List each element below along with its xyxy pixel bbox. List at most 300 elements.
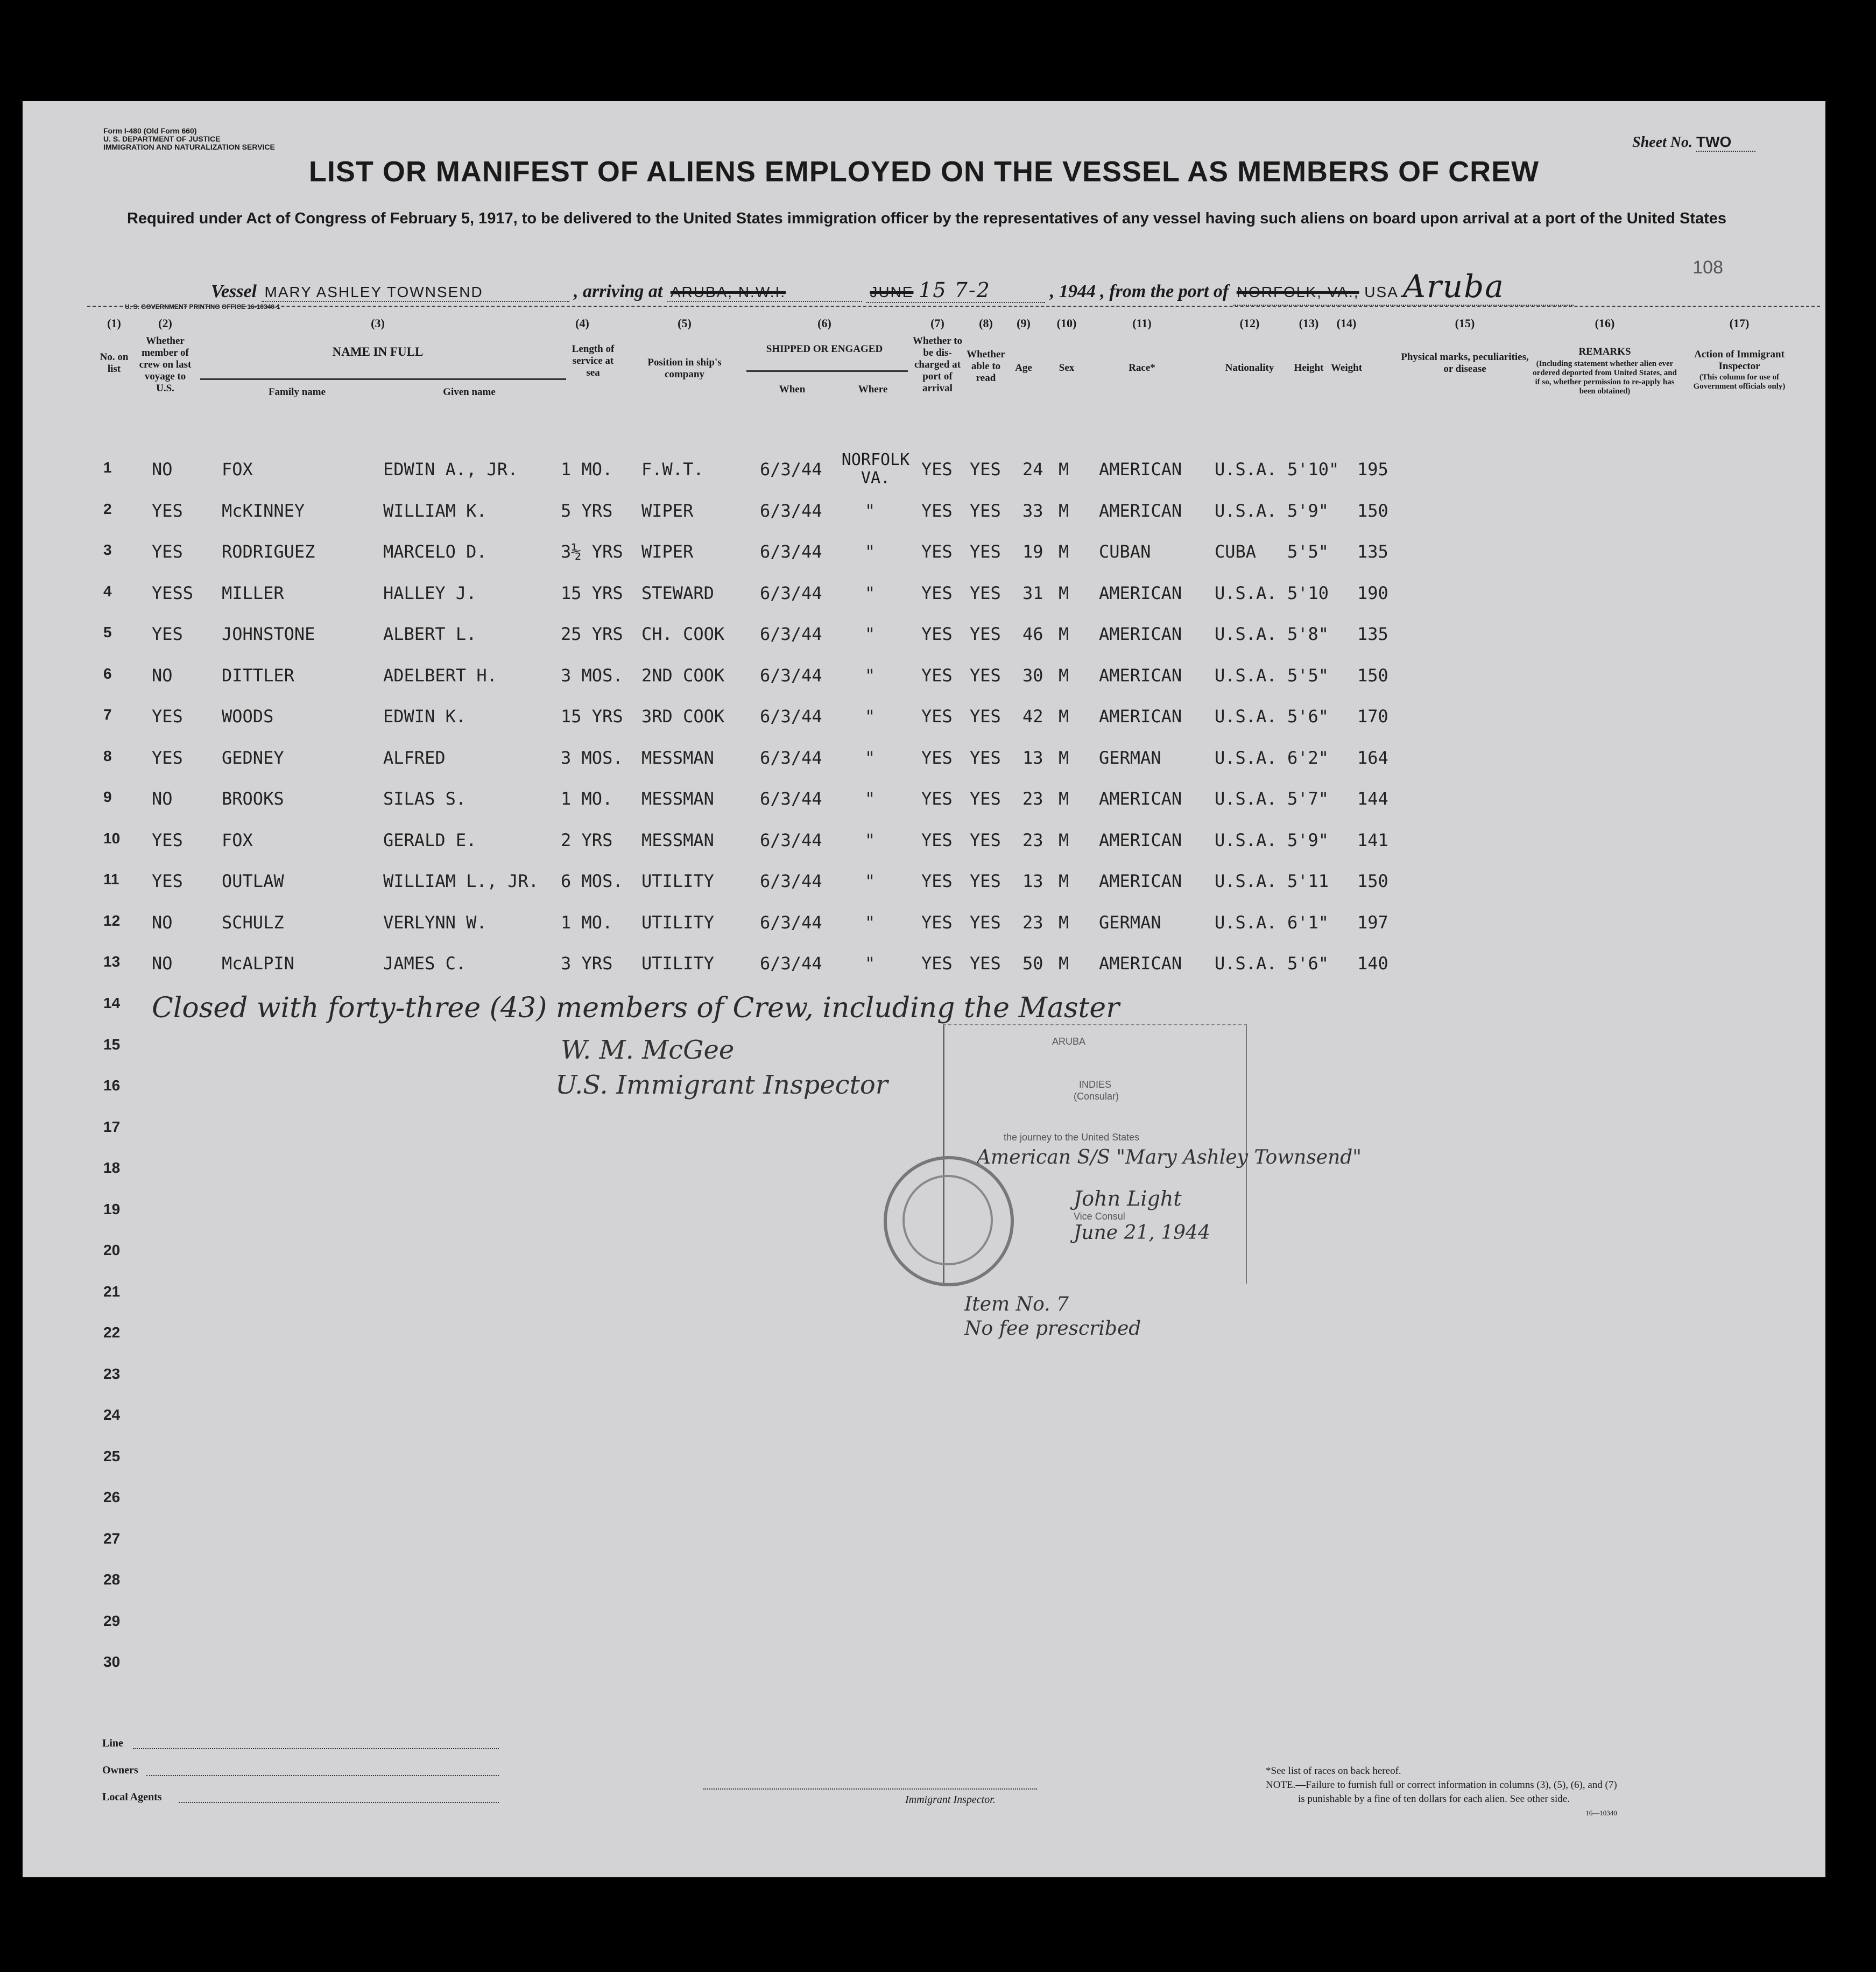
line-number: 1 bbox=[103, 459, 112, 476]
header-height: Height bbox=[1294, 362, 1324, 374]
discharged-value: YES bbox=[921, 953, 953, 974]
header-given-name: Given name bbox=[443, 386, 496, 398]
nationality-value: U.S.A. bbox=[1215, 624, 1277, 644]
given-name: GERALD E. bbox=[383, 829, 477, 850]
member-value: NO bbox=[152, 912, 173, 933]
member-value: YES bbox=[152, 624, 183, 644]
height-value: 5'11 bbox=[1287, 871, 1329, 891]
line-number: 11 bbox=[103, 871, 119, 888]
col-num: (16) bbox=[1595, 316, 1615, 330]
when-value: 6/3/44 bbox=[760, 582, 822, 603]
family-name: FOX bbox=[222, 829, 253, 850]
member-value: NO bbox=[152, 953, 173, 974]
weight-value: 140 bbox=[1357, 953, 1388, 974]
age-value: 30 bbox=[1022, 665, 1043, 686]
where-value: " bbox=[865, 953, 876, 974]
header-weight: Weight bbox=[1330, 362, 1363, 374]
position-value: UTILITY bbox=[641, 953, 714, 974]
header-action: Action of Immigrant Inspector bbox=[1694, 349, 1785, 372]
member-value: NO bbox=[152, 665, 173, 686]
position-value: CH. COOK bbox=[641, 624, 725, 644]
vessel-line bbox=[211, 268, 1574, 306]
weight-value: 195 bbox=[1357, 459, 1388, 480]
line-number: 6 bbox=[103, 665, 112, 682]
table-row bbox=[23, 953, 1825, 991]
family-name: WOODS bbox=[222, 706, 274, 727]
line-number: 5 bbox=[103, 624, 112, 640]
nationality-value: U.S.A. bbox=[1215, 706, 1277, 727]
col-num: (1) bbox=[107, 316, 121, 330]
position-value: STEWARD bbox=[641, 582, 714, 603]
where-first-line1: NORFOLK bbox=[841, 450, 910, 469]
given-name: EDWIN A., JR. bbox=[383, 459, 518, 480]
stamped-number: 108 bbox=[1692, 257, 1723, 278]
discharged-value: YES bbox=[921, 871, 953, 891]
from-port-usa: USA bbox=[1364, 284, 1398, 300]
header-when: When bbox=[779, 384, 806, 395]
position-value: 3RD COOK bbox=[641, 706, 725, 727]
agents-field[interactable] bbox=[179, 1802, 499, 1803]
inspector-label: Immigrant Inspector. bbox=[905, 1794, 996, 1806]
able-read-value: YES bbox=[970, 582, 1001, 603]
weight-value: 164 bbox=[1357, 747, 1388, 768]
sex-value: M bbox=[1059, 706, 1069, 727]
header-physical-marks: Physical marks, peculiarities, or disease bbox=[1401, 351, 1529, 375]
nationality-value: U.S.A. bbox=[1215, 829, 1277, 850]
sheet-label: Sheet No. bbox=[1632, 134, 1692, 151]
when-value: 6/3/44 bbox=[760, 665, 822, 686]
arrival-date-hand: 15 7-2 bbox=[919, 278, 991, 302]
race-value: GERMAN bbox=[1099, 747, 1161, 768]
header-remarks-sub: (Including statement whether alien ever ordered deported from United States, and if so, whether permission to re-apply has been obtained) bbox=[1533, 360, 1677, 396]
able-read-value: YES bbox=[970, 912, 1001, 933]
table-row bbox=[23, 459, 1825, 497]
discharged-value: YES bbox=[921, 706, 953, 727]
footnote-fine: is punishable by a fine of ten dollars for each alien. See other side. bbox=[1298, 1793, 1570, 1805]
position-value: MESSMAN bbox=[641, 829, 714, 850]
sex-value: M bbox=[1059, 788, 1069, 809]
stamp-line2: INDIES bbox=[1079, 1079, 1112, 1090]
header-rule bbox=[87, 306, 1820, 307]
age-value: 31 bbox=[1022, 582, 1043, 603]
position-value: MESSMAN bbox=[641, 747, 714, 768]
discharged-value: YES bbox=[921, 912, 953, 933]
table-row bbox=[23, 912, 1825, 950]
col-num: (3) bbox=[371, 316, 385, 330]
member-value: YES bbox=[152, 871, 183, 891]
line-number: 4 bbox=[103, 582, 112, 600]
given-name: SILAS S. bbox=[383, 788, 467, 809]
line-number: 16 bbox=[103, 1077, 121, 1094]
stamp-signer: John Light bbox=[1074, 1187, 1182, 1210]
line-number: 18 bbox=[103, 1159, 121, 1176]
length-service: 1 MO. bbox=[561, 912, 613, 933]
length-service: 25 YRS bbox=[561, 624, 623, 644]
form-number: Form I-480 (Old Form 660) bbox=[103, 126, 197, 135]
line-number: 8 bbox=[103, 747, 112, 764]
able-read-value: YES bbox=[970, 788, 1001, 809]
sheet-number bbox=[1632, 133, 1755, 152]
age-value: 42 bbox=[1022, 706, 1043, 727]
height-value: 5'8" bbox=[1287, 624, 1329, 644]
vessel-name: MARY ASHLEY TOWNSEND bbox=[262, 284, 569, 302]
able-read-value: YES bbox=[970, 871, 1001, 891]
where-value: " bbox=[865, 665, 876, 686]
discharged-value: YES bbox=[921, 500, 953, 521]
length-service: 15 YRS bbox=[561, 706, 623, 727]
height-value: 5'10 bbox=[1287, 582, 1329, 603]
race-value: AMERICAN bbox=[1099, 459, 1182, 480]
given-name: MARCELO D. bbox=[383, 541, 487, 562]
line-field[interactable] bbox=[133, 1748, 499, 1749]
member-value: NO bbox=[152, 459, 173, 480]
age-value: 23 bbox=[1022, 788, 1043, 809]
footnote-note: NOTE.—Failure to furnish full or correct information in columns (3), (5), (6), and (7) bbox=[1266, 1779, 1617, 1791]
when-value: 6/3/44 bbox=[760, 706, 822, 727]
discharged-value: YES bbox=[921, 459, 953, 480]
family-name: JOHNSTONE bbox=[222, 624, 315, 644]
age-value: 13 bbox=[1022, 747, 1043, 768]
when-value: 6/3/44 bbox=[760, 829, 822, 850]
nationality-value: U.S.A. bbox=[1215, 582, 1277, 603]
stamp-line4: the journey to the United States bbox=[1004, 1132, 1140, 1143]
footnote-races: *See list of races on back hereof. bbox=[1266, 1765, 1401, 1777]
family-name: MILLER bbox=[222, 582, 284, 603]
member-value: YES bbox=[152, 829, 183, 850]
sex-value: M bbox=[1059, 500, 1069, 521]
position-value: 2ND COOK bbox=[641, 665, 725, 686]
line-number: 14 bbox=[103, 995, 121, 1011]
race-value: AMERICAN bbox=[1099, 788, 1182, 809]
given-name: ADELBERT H. bbox=[383, 665, 497, 686]
line-number: 17 bbox=[103, 1118, 121, 1135]
discharged-value: YES bbox=[921, 541, 953, 562]
consular-seal-inner bbox=[902, 1175, 993, 1265]
length-service: 5 YRS bbox=[561, 500, 613, 521]
table-row bbox=[23, 624, 1825, 661]
header-position: Position in ship's company bbox=[647, 357, 722, 380]
age-value: 23 bbox=[1022, 829, 1043, 850]
discharged-value: YES bbox=[921, 582, 953, 603]
arrival-year: , 1944 bbox=[1049, 281, 1096, 301]
given-name: HALLEY J. bbox=[383, 582, 477, 603]
shipped-rule bbox=[746, 370, 908, 372]
length-service: 1 MO. bbox=[561, 459, 613, 480]
age-value: 33 bbox=[1022, 500, 1043, 521]
header-remarks: REMARKS bbox=[1578, 346, 1631, 357]
length-service: 3 YRS bbox=[561, 953, 613, 974]
sex-value: M bbox=[1059, 624, 1069, 644]
given-name: ALFRED bbox=[383, 747, 446, 768]
col-num: (8) bbox=[979, 316, 993, 330]
given-name: JAMES C. bbox=[383, 953, 467, 974]
family-name: OUTLAW bbox=[222, 871, 284, 891]
col-num: (12) bbox=[1239, 316, 1260, 330]
race-value: GERMAN bbox=[1099, 912, 1161, 933]
where-value: " bbox=[865, 500, 876, 521]
age-value: 46 bbox=[1022, 624, 1043, 644]
line-number: 26 bbox=[103, 1489, 121, 1505]
inspector-title-hand: U.S. Immigrant Inspector bbox=[555, 1070, 888, 1100]
form-identifier bbox=[103, 127, 275, 151]
where-value: " bbox=[865, 541, 876, 562]
length-service: 3 MOS. bbox=[561, 747, 623, 768]
family-name: McALPIN bbox=[222, 953, 294, 974]
sheet-value: TWO bbox=[1696, 133, 1755, 152]
line-number: 19 bbox=[103, 1200, 121, 1217]
position-value: UTILITY bbox=[641, 871, 714, 891]
stamp-line3: (Consular) bbox=[1074, 1091, 1119, 1102]
length-service: 3½ YRS bbox=[561, 541, 623, 562]
weight-value: 135 bbox=[1357, 624, 1388, 644]
weight-value: 150 bbox=[1357, 665, 1388, 686]
header-where: Where bbox=[858, 384, 888, 395]
nationality-value: U.S.A. bbox=[1215, 665, 1277, 686]
col-num: (11) bbox=[1132, 316, 1152, 330]
col-num: (13) bbox=[1299, 316, 1319, 330]
table-row bbox=[23, 788, 1825, 826]
family-name: BROOKS bbox=[222, 788, 284, 809]
col-num: (6) bbox=[817, 316, 831, 330]
stamp-vessel: American S/S "Mary Ashley Townsend" bbox=[977, 1146, 1362, 1168]
family-name: FOX bbox=[222, 459, 253, 480]
nationality-value: U.S.A. bbox=[1215, 912, 1277, 933]
sex-value: M bbox=[1059, 871, 1069, 891]
table-row bbox=[23, 541, 1825, 579]
sex-value: M bbox=[1059, 953, 1069, 974]
position-value: MESSMAN bbox=[641, 788, 714, 809]
sex-value: M bbox=[1059, 582, 1069, 603]
table-row bbox=[23, 706, 1825, 744]
race-value: AMERICAN bbox=[1099, 582, 1182, 603]
given-name: ALBERT L. bbox=[383, 624, 477, 644]
family-name: RODRIGUEZ bbox=[222, 541, 315, 562]
height-value: 5'5" bbox=[1287, 665, 1329, 686]
header-length-service: Length of service at sea bbox=[572, 343, 615, 378]
table-row bbox=[23, 583, 1825, 621]
owners-label: Owners bbox=[102, 1764, 138, 1776]
nationality-value: U.S.A. bbox=[1215, 953, 1277, 974]
given-name: WILLIAM K. bbox=[383, 500, 487, 521]
given-name: EDWIN K. bbox=[383, 706, 467, 727]
member-value: NO bbox=[152, 788, 173, 809]
given-name: VERLYNN W. bbox=[383, 912, 487, 933]
stamp-date: June 21, 1944 bbox=[1074, 1222, 1210, 1244]
able-read-value: YES bbox=[970, 624, 1001, 644]
arriving-port-struck: ARUBA, N.W.I. bbox=[670, 284, 786, 300]
position-value: WIPER bbox=[641, 500, 694, 521]
manifest-sheet bbox=[23, 101, 1825, 1877]
height-value: 5'9" bbox=[1287, 829, 1329, 850]
where-value: " bbox=[865, 624, 876, 644]
line-label: Line bbox=[102, 1737, 123, 1749]
weight-value: 141 bbox=[1357, 829, 1388, 850]
where-value: " bbox=[865, 788, 876, 809]
height-value: 6'2" bbox=[1287, 747, 1329, 768]
header-name-in-full: NAME IN FULL bbox=[332, 345, 424, 358]
age-value: 13 bbox=[1022, 871, 1043, 891]
when-value: 6/3/44 bbox=[760, 788, 822, 809]
header-discharged: Whether to be dis-charged at port of arrival bbox=[913, 335, 962, 394]
length-service: 1 MO. bbox=[561, 788, 613, 809]
col-num: (14) bbox=[1336, 316, 1357, 330]
when-value: 6/3/44 bbox=[760, 624, 822, 644]
header-age: Age bbox=[1015, 362, 1032, 374]
given-name: WILLIAM L., JR. bbox=[383, 871, 539, 891]
col-num: (5) bbox=[678, 316, 692, 330]
line-number: 29 bbox=[103, 1612, 121, 1629]
line-number: 3 bbox=[103, 541, 112, 558]
vessel-label: Vessel bbox=[211, 281, 257, 301]
sex-value: M bbox=[1059, 829, 1069, 850]
discharged-value: YES bbox=[921, 788, 953, 809]
family-name: DITTLER bbox=[222, 665, 294, 686]
position-value: UTILITY bbox=[641, 912, 714, 933]
col-num: (17) bbox=[1729, 316, 1750, 330]
line-number: 20 bbox=[103, 1242, 121, 1258]
height-value: 6'1" bbox=[1287, 912, 1329, 933]
form-code: 16—10340 bbox=[1585, 1809, 1617, 1817]
race-value: AMERICAN bbox=[1099, 500, 1182, 521]
closing-note: Closed with forty-three (43) members of Crew, including the Master bbox=[152, 992, 1120, 1024]
from-port-struck: NORFOLK, VA., bbox=[1236, 284, 1359, 300]
when-value: 6/3/44 bbox=[760, 747, 822, 768]
member-value: YES bbox=[152, 706, 183, 727]
where-value: " bbox=[865, 706, 876, 727]
header-nationality: Nationality bbox=[1225, 362, 1274, 374]
where-value: " bbox=[865, 829, 876, 850]
height-value: 5'6" bbox=[1287, 953, 1329, 974]
where-value: " bbox=[865, 582, 876, 603]
col-num: (15) bbox=[1455, 316, 1475, 330]
table-row bbox=[23, 501, 1825, 538]
owners-field[interactable] bbox=[146, 1775, 499, 1776]
weight-value: 150 bbox=[1357, 871, 1388, 891]
discharged-value: YES bbox=[921, 624, 953, 644]
able-read-value: YES bbox=[970, 829, 1001, 850]
nationality-value: U.S.A. bbox=[1215, 788, 1277, 809]
footnotes bbox=[1266, 1764, 1617, 1820]
when-value: 6/3/44 bbox=[760, 953, 822, 974]
header-race: Race* bbox=[1129, 362, 1155, 374]
from-port-hand: Aruba bbox=[1403, 268, 1505, 305]
inspector-signature: W. M. McGee bbox=[561, 1035, 735, 1065]
sex-value: M bbox=[1059, 747, 1069, 768]
able-read-value: YES bbox=[970, 665, 1001, 686]
printer-imprint: U. S. GOVERNMENT PRINTING OFFICE 16-10340-1 bbox=[125, 303, 280, 311]
where-value: " bbox=[865, 871, 876, 891]
page-subtitle: Required under Act of Congress of February 5, 1917, to be delivered to the United States immigration officer by the representatives of any vessel having such aliens on board upon arrival at a port of the United States bbox=[126, 210, 1727, 227]
race-value: CUBAN bbox=[1099, 541, 1151, 562]
when-value: 6/3/44 bbox=[760, 871, 822, 891]
line-number: 24 bbox=[103, 1406, 121, 1423]
member-value: YES bbox=[152, 500, 183, 521]
line-number: 15 bbox=[103, 1036, 121, 1053]
where-first-line2: VA. bbox=[861, 469, 891, 488]
arriving-label: , arriving at bbox=[574, 281, 663, 301]
when-value: 6/3/44 bbox=[760, 912, 822, 933]
height-value: 5'10" bbox=[1287, 459, 1339, 480]
table-row bbox=[23, 871, 1825, 908]
table-row bbox=[23, 748, 1825, 785]
line-number: 7 bbox=[103, 706, 112, 723]
header-no-on-list: No. on list bbox=[100, 351, 129, 375]
age-value: 24 bbox=[1022, 459, 1043, 480]
header-member-crew: Whether member of crew on last voyage to U.S. bbox=[139, 335, 192, 394]
line-number: 21 bbox=[103, 1283, 121, 1300]
col-num: (2) bbox=[158, 316, 172, 330]
stamp-fee: No fee prescribed bbox=[964, 1318, 1141, 1340]
col-num: (7) bbox=[930, 316, 944, 330]
agents-label: Local Agents bbox=[102, 1791, 162, 1803]
nationality-value: CUBA bbox=[1215, 541, 1257, 562]
department-name: U. S. DEPARTMENT OF JUSTICE bbox=[103, 135, 221, 143]
length-service: 3 MOS. bbox=[561, 665, 623, 686]
age-value: 19 bbox=[1022, 541, 1043, 562]
length-service: 2 YRS bbox=[561, 829, 613, 850]
line-number: 10 bbox=[103, 829, 121, 847]
sex-value: M bbox=[1059, 541, 1069, 562]
line-number: 12 bbox=[103, 912, 121, 929]
weight-value: 197 bbox=[1357, 912, 1388, 933]
when-value: 6/3/44 bbox=[760, 459, 822, 480]
able-read-value: YES bbox=[970, 747, 1001, 768]
page-title: LIST OR MANIFEST OF ALIENS EMPLOYED ON THE VESSEL AS MEMBERS OF CREW bbox=[308, 156, 1540, 188]
member-value: YES bbox=[152, 747, 183, 768]
height-value: 5'9" bbox=[1287, 500, 1329, 521]
where-value: " bbox=[865, 912, 876, 933]
family-name: McKINNEY bbox=[222, 500, 305, 521]
from-port-label: , from the port of bbox=[1100, 281, 1229, 301]
race-value: AMERICAN bbox=[1099, 871, 1182, 891]
line-number: 23 bbox=[103, 1365, 121, 1382]
race-value: AMERICAN bbox=[1099, 829, 1182, 850]
family-name: GEDNEY bbox=[222, 747, 284, 768]
col-num: (9) bbox=[1017, 316, 1031, 330]
nationality-value: U.S.A. bbox=[1215, 500, 1277, 521]
service-name: IMMIGRATION AND NATURALIZATION SERVICE bbox=[103, 143, 275, 151]
stamp-signer-title: Vice Consul bbox=[1074, 1211, 1125, 1222]
discharged-value: YES bbox=[921, 747, 953, 768]
race-value: AMERICAN bbox=[1099, 953, 1182, 974]
position-value: WIPER bbox=[641, 541, 694, 562]
height-value: 5'7" bbox=[1287, 788, 1329, 809]
discharged-value: YES bbox=[921, 665, 953, 686]
header-shipped: SHIPPED OR ENGAGED bbox=[766, 343, 883, 355]
length-service: 6 MOS. bbox=[561, 871, 623, 891]
member-value: YES bbox=[152, 541, 183, 562]
able-read-value: YES bbox=[970, 459, 1001, 480]
nationality-value: U.S.A. bbox=[1215, 459, 1277, 480]
header-action-sub: (This column for use of Government officials only) bbox=[1693, 373, 1786, 391]
line-number: 9 bbox=[103, 788, 112, 805]
weight-value: 190 bbox=[1357, 582, 1388, 603]
col-num: (10) bbox=[1056, 316, 1077, 330]
sex-value: M bbox=[1059, 665, 1069, 686]
inspector-field[interactable] bbox=[703, 1788, 1037, 1790]
table-row bbox=[23, 830, 1825, 868]
line-number: 28 bbox=[103, 1571, 121, 1588]
discharged-value: YES bbox=[921, 829, 953, 850]
stamp-item: Item No. 7 bbox=[964, 1293, 1069, 1315]
arrival-date-struck: JUNE bbox=[870, 284, 914, 300]
height-value: 5'5" bbox=[1287, 541, 1329, 562]
family-name: SCHULZ bbox=[222, 912, 284, 933]
able-read-value: YES bbox=[970, 500, 1001, 521]
line-number: 25 bbox=[103, 1447, 121, 1464]
line-number: 2 bbox=[103, 500, 112, 517]
race-value: AMERICAN bbox=[1099, 706, 1182, 727]
